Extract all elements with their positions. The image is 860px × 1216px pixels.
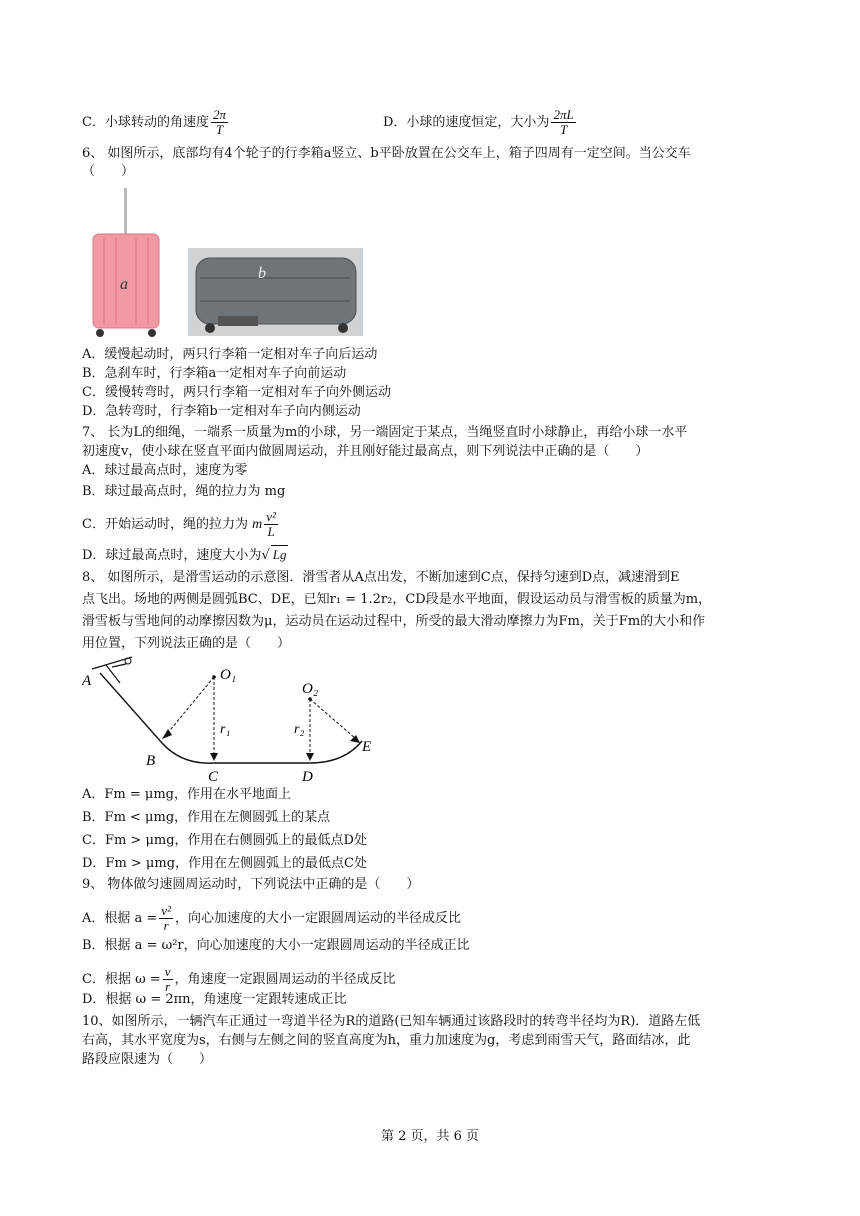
suitcase-a-image <box>93 188 159 337</box>
point-b-label: B <box>146 753 156 769</box>
q8-stem-line2: 点飞出。场地的两侧是圆弧BC、DE，已知r₁ = 1.2r₂，CD段是水平地面，假设运动员与滑雪板的质量为m， <box>82 592 712 607</box>
suitcase-b-label: b <box>258 265 266 282</box>
point-a-label: A <box>82 673 92 689</box>
fraction: $\frac{v}{r}$ <box>164 964 171 994</box>
q8-stem-line3: 滑雪板与雪地间的动摩擦因数为μ，运动员在运动过程中，所受的最大滑动摩擦力为Fm，关于Fm的大小和作 <box>82 614 706 629</box>
q9-option-c: C．根据 ω = $\frac{v}{r}$ ，角速度一定跟圆周运动的半径成反比 <box>82 964 396 994</box>
q6-option-d: D．急转弯时，行李箱b一定相对车子向内侧运动 <box>82 404 361 419</box>
point-e-label: E <box>362 739 372 755</box>
q6-stem-line2: （ ） <box>82 164 135 179</box>
q7-option-a: A．球过最高点时，速度为零 <box>82 463 248 478</box>
fraction: $\frac{2\pi}{T}$ <box>212 107 226 137</box>
q8-ski-diagram <box>82 655 382 787</box>
q6-option-b: B．急刹车时，行李箱a一定相对车子向前运动 <box>82 366 347 381</box>
q9-option-a: A．根据 a = $\frac{\text{v²}}{r}$ ，向心加速度的大小一定跟圆周运动的半径成反比 <box>82 903 461 933</box>
point-c-label: C <box>208 769 219 785</box>
q9-option-d: D．根据 ω = 2πn，角速度一定跟转速成正比 <box>82 992 347 1007</box>
page-footer: 第 2 页，共 6 页 <box>380 1129 480 1144</box>
q10-stem-line2: 右高，其水平宽度为s，右侧与左侧之间的竖直高度为h，重力加速度为g，考虑到雨雪天气，路面结冰，此 <box>82 1033 691 1048</box>
q8-option-d: D．Fm > μmg，作用在左侧圆弧上的最低点C处 <box>82 856 367 871</box>
q10-stem-line1: 10、如图所示，一辆汽车正通过一弯道半径为R的道路(已知车辆通过该路段时的转弯半径均为R)．道路左低 <box>82 1014 701 1029</box>
suitcase-a-label: a <box>120 276 128 293</box>
q5-option-d: D．小球的速度恒定，大小为 $\frac{2\pi L}{T}$ <box>383 107 574 137</box>
q8-option-b: B．Fm < μmg，作用在左侧圆弧上的某点 <box>82 810 331 825</box>
q9-stem: 9、 物体做匀速圆周运动时，下列说法中正确的是（ ） <box>82 877 420 892</box>
suitcase-b-image <box>188 248 363 336</box>
q9-option-b: B．根据 a = ω²r，向心加速度的大小一定跟圆周运动的半径成正比 <box>82 938 470 953</box>
q7-stem-line1: 7、 长为L的细绳，一端系一质量为m的小球，另一端固定于某点，当绳竖直时小球静止，再给小球一水平 <box>82 425 688 440</box>
q7-stem-line2: 初速度v，使小球在竖直平面内做圆周运动，并且刚好能过最高点，则下列说法中正确的是（ ） <box>82 444 649 459</box>
q10-stem-line3: 路段应限速为（ ） <box>82 1052 213 1067</box>
fraction: $\frac{2\pi L}{T}$ <box>553 107 574 137</box>
q8-option-a: A．Fm = μmg，作用在水平地面上 <box>82 787 291 802</box>
center-o1-label: O₁ <box>220 667 237 683</box>
center-o2-label: O₂ <box>302 681 319 697</box>
q8-stem-line1: 8、 如图所示，是滑雪运动的示意图．滑雪者从A点出发，不断加速到C点，保持匀速到D点，减速滑到E <box>82 570 680 585</box>
q7-option-b: B．球过最高点时，绳的拉力为 mg <box>82 484 286 499</box>
q8-stem-line4: 用位置，下列说法正确的是（ ） <box>82 636 291 651</box>
q6-option-a: A．缓慢起动时，两只行李箱一定相对车子向后运动 <box>82 347 378 362</box>
q5-option-c: C．小球转动的角速度 $\frac{2\pi}{T}$ <box>82 107 226 137</box>
q8-option-c: C．Fm > μmg，作用在右侧圆弧上的最低点D处 <box>82 833 367 848</box>
skier-icon <box>92 657 132 683</box>
point-d-label: D <box>302 769 313 785</box>
fraction: $\frac{\text{v²}}{L}$ <box>266 509 276 539</box>
q6-luggage-figure <box>88 186 363 338</box>
radius-r1-label: r₁ <box>220 722 231 737</box>
radius-r2-label: r₂ <box>294 722 305 737</box>
q6-option-c: C．缓慢转弯时，两只行李箱一定相对车子向外侧运动 <box>82 385 391 400</box>
q6-stem-line1: 6、 如图所示，底部均有4个轮子的行李箱a竖立、b平卧放置在公交车上，箱子四周有一定空间。当公交车 <box>82 146 691 161</box>
fraction: $\frac{\text{v²}}{r}$ <box>161 903 171 933</box>
q7-option-c: C．开始运动时，绳的拉力为 m $\frac{\text{v²}}{L}$ <box>82 509 276 539</box>
q7-option-d: D．球过最高点时，速度大小为√ Lg <box>82 547 287 563</box>
